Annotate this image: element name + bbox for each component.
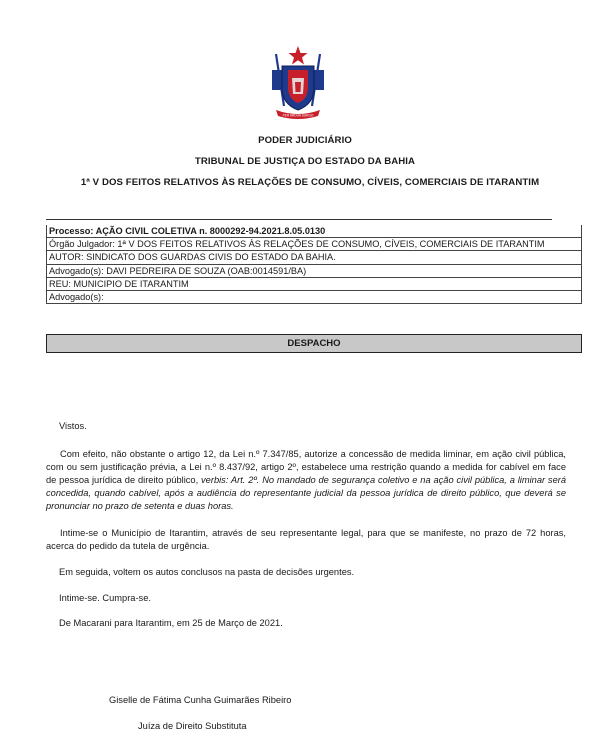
- header-divider: [46, 219, 552, 220]
- judging-body-row: Órgão Julgador: 1ª V DOS FEITOS RELATIVOS ÀS RELAÇÕES DE CONSUMO, CÍVEIS, COMERCIAIS DE ITARANTIM: [46, 238, 582, 251]
- paragraph-summons: Intime-se o Município de Itarantim, através de seu representante legal, para que se manifeste, no prazo de 72 horas, acerca do pedido da tutela de urgência.: [46, 528, 566, 552]
- plaintiff-lawyer-row: Advogado(s): DAVI PEDREIRA DE SOUZA (OAB:0014591/BA): [46, 265, 582, 278]
- header-court-division: 1ª V DOS FEITOS RELATIVOS ÀS RELAÇÕES DE CONSUMO, CÍVEIS, COMERCIAIS DE ITARANTIM: [80, 177, 540, 188]
- paragraph-closing: Intime-se. Cumpra-se.: [59, 593, 151, 603]
- header-tribunal: TRIBUNAL DE JUSTIÇA DO ESTADO DA BAHIA: [194, 156, 416, 167]
- crest-motto: PER ARDUA SURGO: [282, 113, 314, 118]
- plaintiff-row: AUTOR: SINDICATO DOS GUARDAS CIVIS DO ESTADO DA BAHIA.: [46, 251, 582, 264]
- header-court-power: PODER JUDICIÁRIO: [258, 135, 352, 146]
- defendant-lawyer-row: Advogado(s):: [46, 291, 582, 304]
- section-title-bar: DESPACHO: [46, 334, 582, 353]
- bahia-coat-of-arms-icon: [270, 44, 326, 122]
- paragraph-vistos: Vistos.: [59, 421, 87, 431]
- paragraph-legal-basis: [46, 448, 566, 513]
- defendant-row: REU: MUNICIPIO DE ITARANTIM: [46, 278, 582, 291]
- signature-name: Giselle de Fátima Cunha Guimarães Ribeiro: [109, 695, 292, 705]
- signature-title: Juíza de Direito Substituta: [138, 721, 247, 731]
- case-info-table: [46, 225, 582, 304]
- case-number-row: Processo: AÇÃO CIVIL COLETIVA n. 8000292-94.2021.8.05.0130: [46, 225, 582, 238]
- paragraph-date-place: De Macarani para Itarantim, em 25 de Março de 2021.: [59, 618, 283, 628]
- paragraph-next-steps: Em seguida, voltem os autos conclusos na pasta de decisões urgentes.: [59, 567, 355, 577]
- legal-basis-text: Com efeito, não obstante o artigo 12, da Lei n.º 7.347/85, autorize a concessão de medida liminar, em ação civil pública, com ou sem justificação prévia, a Lei n.º 8.437/92, artigo 2º, estabelece uma restrição quando a medida for cabível em face de pessoa jurídica de direito público,: [46, 449, 566, 486]
- legal-basis-quote: verbis: Art. 2º. No mandado de segurança coletivo e na ação civil pública, a liminar será concedida, quando cabível, após a audiência do representante judicial da pessoa jurídica de direito público, que deverá se pronunciar no prazo de setenta e duas horas.: [46, 475, 567, 512]
